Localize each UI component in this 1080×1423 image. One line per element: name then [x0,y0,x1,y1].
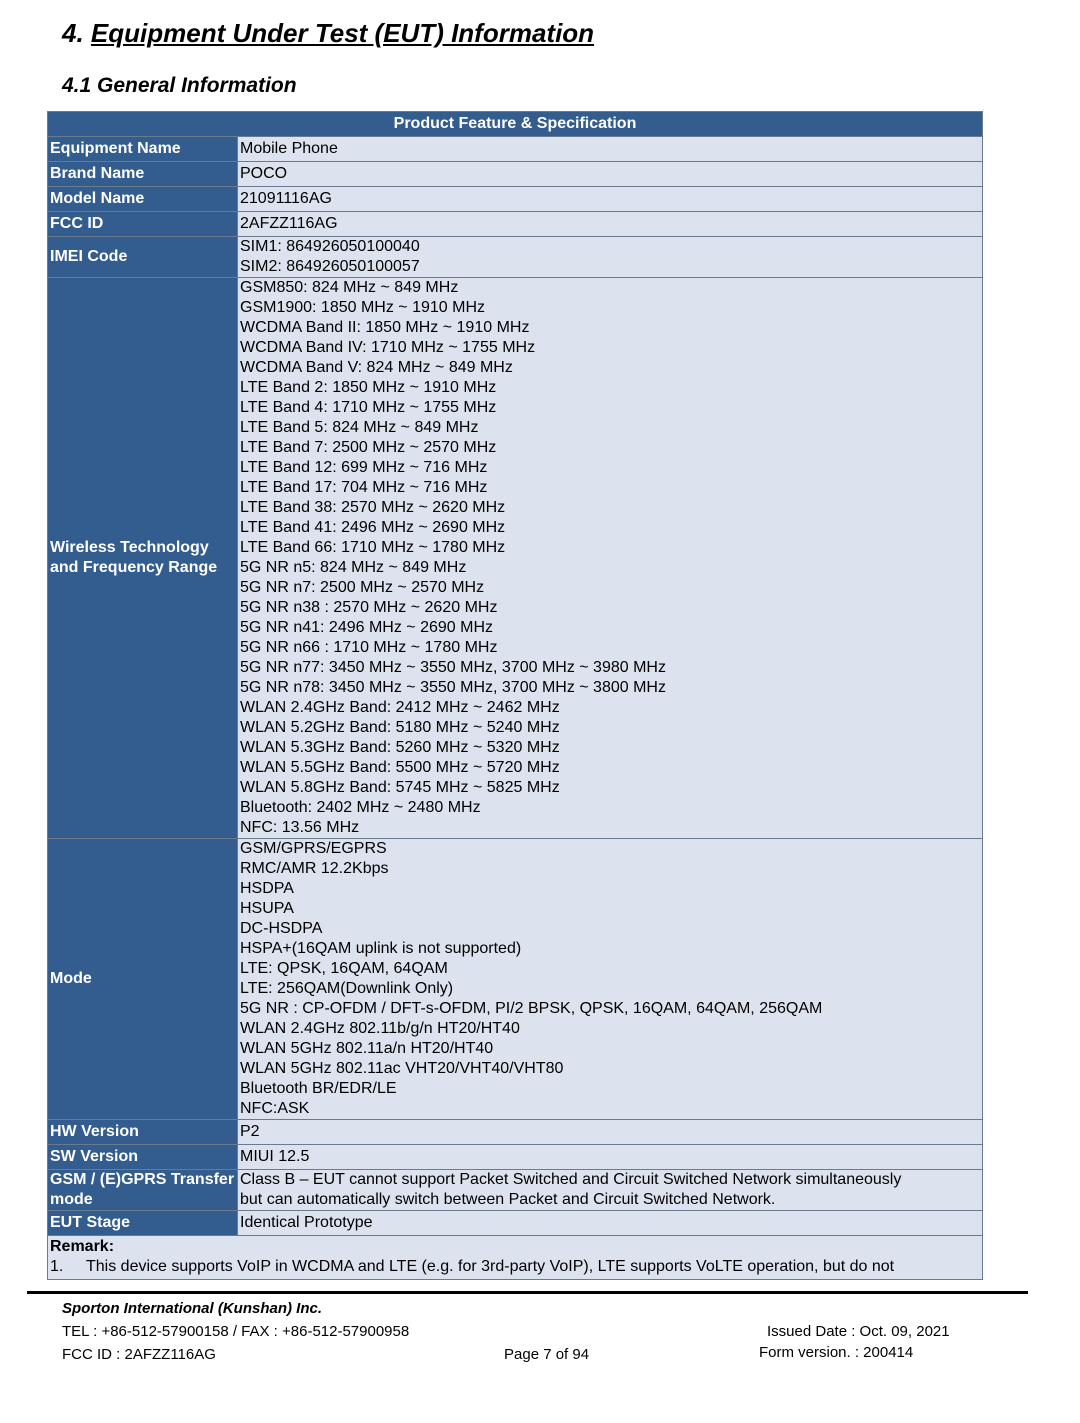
row-value [238,1170,983,1211]
value-line: LTE Band 2: 1850 MHz ~ 1910 MHz [240,379,497,396]
value-line: WCDMA Band II: 1850 MHz ~ 1910 MHz [240,319,530,336]
value-line: NFC: 13.56 MHz [240,819,360,836]
page-number: Page 7 of 94 [504,1346,590,1363]
value-line: WLAN 5GHz 802.11a/n HT20/HT40 [240,1040,494,1057]
form-version: Form version. : 200414 [759,1344,914,1361]
value-line: 2AFZZ116AG [240,215,338,232]
table-row [48,212,983,237]
value-line: LTE Band 4: 1710 MHz ~ 1755 MHz [240,399,497,416]
value-line: LTE: QPSK, 16QAM, 64QAM [240,960,448,977]
table-row [48,278,983,839]
remark-row [48,1236,983,1280]
section-title: Equipment Under Test (EUT) Information [90,18,595,48]
value-line: HSPA+(16QAM uplink is not supported) [240,940,522,957]
row-value [238,1211,983,1236]
value-line: Class B – EUT cannot support Packet Switched and Circuit Switched Network simultaneously [240,1171,902,1188]
subsection-heading: 4.1 General Information [62,74,297,97]
row-label: IMEI Code [48,237,238,278]
value-line: GSM/GPRS/EGPRS [240,840,387,857]
value-line: 5G NR n5: 824 MHz ~ 849 MHz [240,559,467,576]
table-row [48,162,983,187]
value-line: MIUI 12.5 [240,1148,310,1165]
row-value [238,187,983,212]
table-row [48,137,983,162]
value-line: LTE Band 7: 2500 MHz ~ 2570 MHz [240,439,497,456]
value-line: LTE Band 12: 699 MHz ~ 716 MHz [240,459,488,476]
value-line: WLAN 2.4GHz Band: 2412 MHz ~ 2462 MHz [240,699,560,716]
value-line: Bluetooth BR/EDR/LE [240,1080,397,1097]
footer-divider [27,1291,1028,1294]
row-label: Equipment Name [48,137,238,162]
row-label: Brand Name [48,162,238,187]
value-line: WLAN 5.2GHz Band: 5180 MHz ~ 5240 MHz [240,719,560,736]
table-row [48,1211,983,1236]
row-value [238,839,983,1120]
table-row [48,1170,983,1211]
table-row [48,187,983,212]
value-line: 5G NR n77: 3450 MHz ~ 3550 MHz, 3700 MHz ~ 3980 MHz [240,659,666,676]
value-line: WLAN 5GHz 802.11ac VHT20/VHT40/VHT80 [240,1060,564,1077]
value-line: RMC/AMR 12.2Kbps [240,860,389,877]
value-line: WLAN 5.8GHz Band: 5745 MHz ~ 5825 MHz [240,779,560,796]
value-line: 5G NR n66 : 1710 MHz ~ 1780 MHz [240,639,498,656]
value-line: GSM850: 824 MHz ~ 849 MHz [240,279,459,296]
row-value [238,278,983,839]
value-line: WLAN 5.5GHz Band: 5500 MHz ~ 5720 MHz [240,759,560,776]
value-line: DC-HSDPA [240,920,323,937]
footer-company: Sporton International (Kunshan) Inc. [62,1300,322,1317]
table-header-row [48,112,983,137]
remark-cell [48,1236,983,1280]
value-line: 21091116AG [240,190,332,207]
value-line: LTE: 256QAM(Downlink Only) [240,980,454,997]
spec-table [47,111,983,1280]
value-line: P2 [240,1123,260,1140]
row-value [238,212,983,237]
table-header: Product Feature & Specification [48,112,983,137]
row-label: Model Name [48,187,238,212]
value-line: LTE Band 66: 1710 MHz ~ 1780 MHz [240,539,506,556]
row-label: EUT Stage [48,1211,238,1236]
row-label: Wireless Technology and Frequency Range [48,278,238,839]
section-number: 4. [62,18,84,48]
remark-item [50,1257,980,1277]
footer-tel-fax: TEL : +86-512-57900158 / FAX : +86-512-57900958 [62,1323,410,1340]
table-row [48,1120,983,1145]
value-line: Bluetooth: 2402 MHz ~ 2480 MHz [240,799,481,816]
row-label: SW Version [48,1145,238,1170]
row-value [238,162,983,187]
value-line: LTE Band 17: 704 MHz ~ 716 MHz [240,479,488,496]
value-line: WLAN 2.4GHz 802.11b/g/n HT20/HT40 [240,1020,520,1037]
remark-text: This device supports VoIP in WCDMA and LTE (e.g. for 3rd-party VoIP), LTE supports VoLTE operation, but do not [86,1258,895,1275]
row-value [238,237,983,278]
value-line: but can automatically switch between Packet and Circuit Switched Network. [240,1191,776,1208]
row-label: HW Version [48,1120,238,1145]
value-line: GSM1900: 1850 MHz ~ 1910 MHz [240,299,486,316]
section-heading [62,18,594,49]
table-row [48,1145,983,1170]
footer-fcc-id: FCC ID : 2AFZZ116AG [62,1346,216,1363]
value-line: WCDMA Band V: 824 MHz ~ 849 MHz [240,359,513,376]
value-line: NFC:ASK [240,1100,310,1117]
value-line: 5G NR : CP-OFDM / DFT-s-OFDM, PI/2 BPSK, QPSK, 16QAM, 64QAM, 256QAM [240,1000,823,1017]
value-line: Mobile Phone [240,140,338,157]
row-value [238,1145,983,1170]
value-line: 5G NR n38 : 2570 MHz ~ 2620 MHz [240,599,498,616]
row-label: FCC ID [48,212,238,237]
issued-date: Issued Date : Oct. 09, 2021 [767,1323,950,1340]
remark-title: Remark: [50,1238,115,1255]
row-label: GSM / (E)GPRS Transfer mode [48,1170,238,1211]
value-line: 5G NR n78: 3450 MHz ~ 3550 MHz, 3700 MHz ~ 3800 MHz [240,679,666,696]
value-line: HSUPA [240,900,294,917]
row-value [238,137,983,162]
value-line: WCDMA Band IV: 1710 MHz ~ 1755 MHz [240,339,536,356]
value-line: WLAN 5.3GHz Band: 5260 MHz ~ 5320 MHz [240,739,560,756]
value-line: 5G NR n41: 2496 MHz ~ 2690 MHz [240,619,494,636]
table-row [48,237,983,278]
value-line: Identical Prototype [240,1214,373,1231]
value-line: LTE Band 38: 2570 MHz ~ 2620 MHz [240,499,506,516]
page-footer [0,1291,1080,1381]
remark-number: 1. [50,1258,64,1275]
value-line: POCO [240,165,288,182]
value-line: HSDPA [240,880,294,897]
row-label: Mode [48,839,238,1120]
table-row [48,839,983,1120]
value-line: LTE Band 41: 2496 MHz ~ 2690 MHz [240,519,506,536]
row-value [238,1120,983,1145]
value-line: 5G NR n7: 2500 MHz ~ 2570 MHz [240,579,485,596]
value-line: SIM1: 864926050100040 [240,238,420,255]
value-line: LTE Band 5: 824 MHz ~ 849 MHz [240,419,479,436]
value-line: SIM2: 864926050100057 [240,258,420,275]
